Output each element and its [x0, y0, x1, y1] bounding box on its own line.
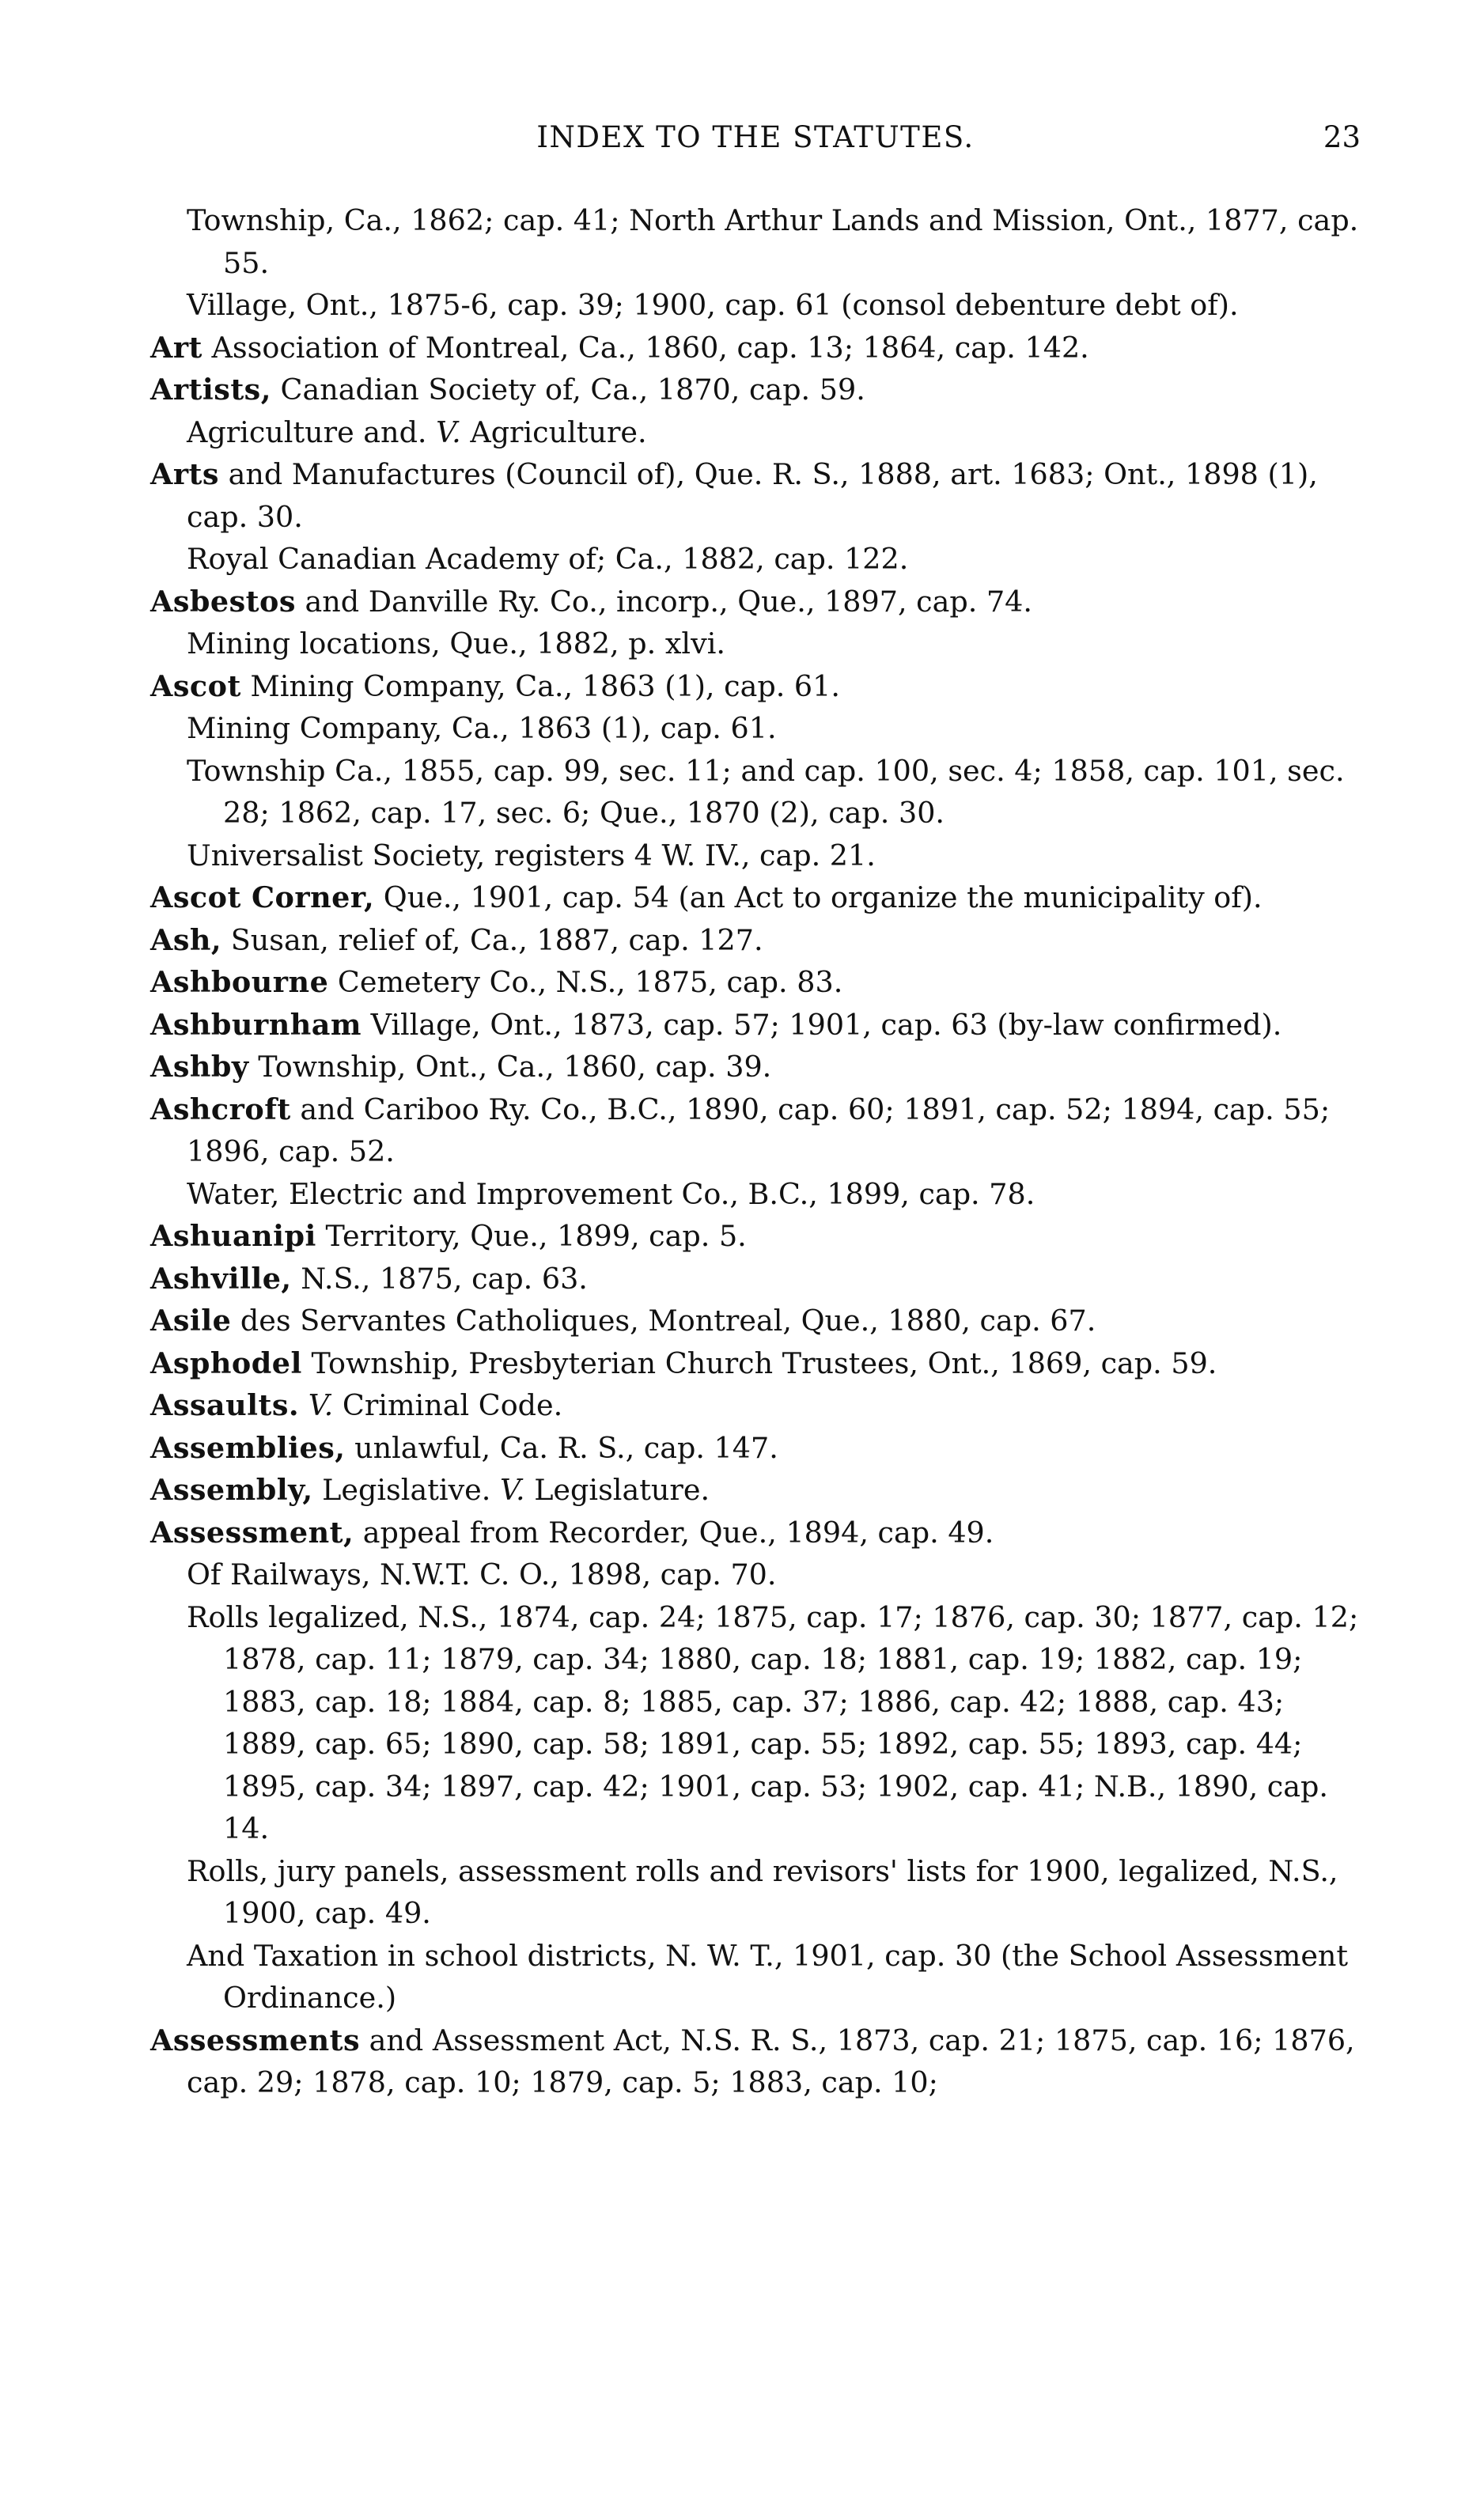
entry-text: Township, Presbyterian Church Trustees, Ont., 1869, cap. 59. [301, 1346, 1217, 1380]
index-subentry [150, 1596, 1361, 1850]
index-subentry [150, 835, 1361, 877]
cross-reference-target: Agriculture. [460, 414, 647, 449]
index-entry [150, 961, 1361, 1004]
index-subentry [150, 750, 1361, 835]
index-entry [150, 1427, 1361, 1470]
entry-text: Village, Ont., 1875-6, cap. 39; 1900, cap. 61 (consol debenture debt of). [187, 288, 1239, 322]
index-subentry [150, 707, 1361, 750]
index-entry [150, 1342, 1361, 1385]
index-entry [150, 876, 1361, 919]
entry-text: unlawful, Ca. R. S., cap. 147. [345, 1430, 778, 1465]
index-entry [150, 581, 1361, 623]
index-entry [150, 453, 1361, 538]
entry-text: Township, Ca., 1862; cap. 41; North Arthur Lands and Mission, Ont., 1877, cap. 55. [187, 203, 1359, 280]
entry-text: Cemetery Co., N.S., 1875, cap. 83. [328, 965, 843, 999]
entry-headword: Ashuanipi [150, 1219, 316, 1253]
entry-headword: Ashburnham [150, 1007, 362, 1042]
entry-text: Township Ca., 1855, cap. 99, sec. 11; and cap. 100, sec. 4; 1858, cap. 101, sec. 28; 1862, cap. 17, sec. 6; Que., 1870 (2), cap. 30. [187, 753, 1345, 830]
cross-reference: V. [308, 1388, 334, 1422]
index-entry [150, 1512, 1361, 1554]
entry-text: Township, Ont., Ca., 1860, cap. 39. [248, 1050, 772, 1084]
running-head [150, 120, 1361, 176]
entry-text: Association of Montreal, Ca., 1860, cap. 13; 1864, cap. 142. [202, 330, 1089, 365]
index-entries [150, 199, 1361, 2104]
index-entry [150, 1088, 1361, 1173]
index-subentry [150, 538, 1361, 581]
entry-text: Agriculture and. [187, 414, 437, 449]
index-subentry [150, 199, 1361, 284]
entry-headword: Ascot [150, 668, 241, 703]
entry-text: and Manufactures (Council of), Que. R. S., 1888, art. 1683; Ont., 1898 (1), cap. 30. [187, 457, 1318, 534]
entry-text: And Taxation in school districts, N. W. T., 1901, cap. 30 (the School Assessment Ordinance.) [187, 1938, 1349, 2015]
entry-text: Of Railways, N.W.T. C. O., 1898, cap. 70. [187, 1558, 777, 1592]
cross-reference-target: Legislature. [524, 1473, 710, 1507]
entry-headword: Ascot Corner, [150, 880, 375, 914]
index-entry [150, 919, 1361, 962]
entry-headword: Assemblies, [150, 1430, 346, 1465]
entry-text: Universalist Society, registers 4 W. IV., cap. 21. [187, 838, 876, 872]
index-subentry [150, 623, 1361, 665]
entry-text: Que., 1901, cap. 54 (an Act to organize the municipality of). [374, 880, 1263, 914]
index-subentry [150, 411, 1361, 454]
index-entry [150, 665, 1361, 708]
index-entry [150, 1258, 1361, 1300]
entry-text: Susan, relief of, Ca., 1887, cap. 127. [221, 922, 763, 957]
index-subentry [150, 1850, 1361, 1935]
entry-text: N.S., 1875, cap. 63. [291, 1261, 588, 1296]
index-entry [150, 1384, 1361, 1427]
entry-headword: Artists, [150, 373, 271, 407]
entry-headword: Ashbourne [150, 965, 329, 999]
entry-headword: Asphodel [150, 1346, 302, 1380]
entry-text: and Cariboo Ry. Co., B.C., 1890, cap. 60; 1891, cap. 52; 1894, cap. 55; 1896, cap. 52. [187, 1092, 1331, 1168]
index-entry [150, 327, 1361, 369]
index-subentry [150, 1554, 1361, 1596]
index-entry [150, 1215, 1361, 1258]
cross-reference-target: Criminal Code. [333, 1388, 563, 1422]
index-entry [150, 1046, 1361, 1088]
entry-headword: Assessments [150, 2023, 361, 2057]
entry-headword: Ashcroft [150, 1092, 291, 1126]
entry-headword: Ash, [150, 922, 222, 957]
entry-headword: Arts [150, 457, 219, 491]
entry-text: Rolls, jury panels, assessment rolls and revisors' lists for 1900, legalized, N.S., 1900, cap. 49. [187, 1853, 1338, 1930]
entry-text: Mining Company, Ca., 1863 (1), cap. 61. [187, 711, 777, 745]
entry-text [299, 1388, 309, 1422]
entry-headword: Ashby [150, 1050, 249, 1084]
index-subentry [150, 1935, 1361, 2019]
entry-text: des Servantes Catholiques, Montreal, Que., 1880, cap. 67. [231, 1304, 1096, 1338]
running-title: INDEX TO THE STATUTES. [536, 120, 975, 154]
entry-headword: Assessment, [150, 1515, 354, 1550]
entry-text: Village, Ont., 1873, cap. 57; 1901, cap. 63 (by-law confirmed). [362, 1007, 1282, 1042]
index-subentry [150, 284, 1361, 327]
entry-headword: Assaults. [150, 1388, 300, 1422]
index-entry [150, 1004, 1361, 1047]
cross-reference: V. [436, 414, 461, 449]
entry-text: appeal from Recorder, Que., 1894, cap. 49. [354, 1515, 994, 1550]
entry-text: Legislative. [312, 1473, 500, 1507]
entry-text: and Assessment Act, N.S. R. S., 1873, cap. 21; 1875, cap. 16; 1876, cap. 29; 1878, cap. 10; 1879, cap. 5; 1883, cap. 10; [187, 2023, 1355, 2099]
index-entry [150, 369, 1361, 411]
entry-text: Rolls legalized, N.S., 1874, cap. 24; 1875, cap. 17; 1876, cap. 30; 1877, cap. 12; 1878, cap. 11; 1879, cap. 34; 1880, cap. 18; 1881, cap. 19; 1882, cap. 19; 1883, cap. 18; 1884, cap. 8; 1885, cap. 37; 1886, cap. 42; 1888, cap. 43; 1889, cap. 65; 1890, cap. 58; 1891, cap. 55; 1892, cap. 55; 1893, cap. 44; 1895, cap. 34; 1897, cap. 42; 1901, cap. 53; 1902, cap. 41; N.B., 1890, cap. 14. [187, 1599, 1359, 1845]
index-entry [150, 1300, 1361, 1342]
entry-text: Mining locations, Que., 1882, p. xlvi. [187, 626, 725, 660]
entry-headword: Ashville, [150, 1261, 292, 1296]
index-entry [150, 1469, 1361, 1512]
index-entry [150, 2019, 1361, 2104]
entry-headword: Asile [150, 1304, 232, 1338]
entry-text: Territory, Que., 1899, cap. 5. [316, 1219, 747, 1253]
entry-text: and Danville Ry. Co., incorp., Que., 1897, cap. 74. [295, 584, 1032, 619]
page-number: 23 [1323, 120, 1361, 154]
entry-text: Water, Electric and Improvement Co., B.C., 1899, cap. 78. [187, 1176, 1035, 1211]
index-subentry [150, 1173, 1361, 1216]
entry-text: Royal Canadian Academy of; Ca., 1882, cap. 122. [187, 542, 909, 576]
entry-text: Mining Company, Ca., 1863 (1), cap. 61. [240, 668, 840, 703]
entry-headword: Asbestos [150, 584, 296, 619]
cross-reference: V. [500, 1473, 525, 1507]
entry-text: Canadian Society of, Ca., 1870, cap. 59. [271, 373, 865, 407]
entry-headword: Assembly, [150, 1473, 313, 1507]
entry-headword: Art [150, 330, 203, 365]
